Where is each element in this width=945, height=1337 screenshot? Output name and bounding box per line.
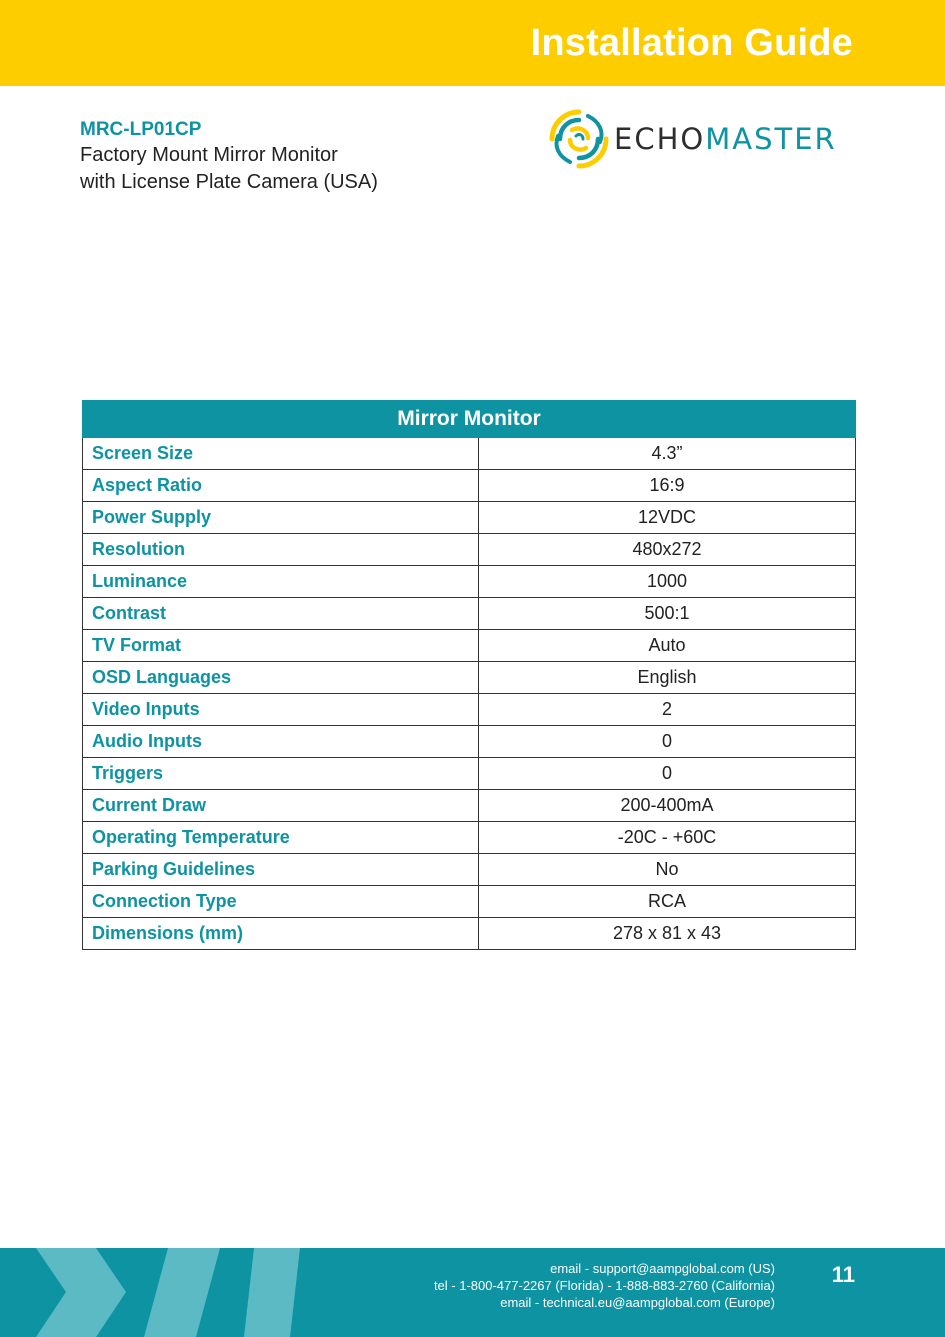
contact-telephone: tel - 1-800-477-2267 (Florida) - 1-888-883-2760 (California) [433,1278,775,1293]
spec-label: Current Draw [83,790,479,822]
spec-value: 200-400mA [479,790,856,822]
table-row [83,854,856,886]
table-row [83,694,856,726]
spec-label: OSD Languages [83,662,479,694]
spec-value: Auto [479,630,856,662]
product-description-line2: with License Plate Camera (USA) [80,171,378,193]
table-row [83,758,856,790]
table-row [83,886,856,918]
page-number: 11 [831,1262,855,1287]
spec-label: Aspect Ratio [83,470,479,502]
spec-label: Power Supply [83,502,479,534]
spec-value: 16:9 [479,470,856,502]
contact-email-us: email - support@aampglobal.com (US) [550,1261,775,1276]
footer-stripes-decoration [0,1248,340,1337]
echomaster-logo [548,108,858,172]
table-title: Mirror Monitor [83,401,856,438]
spec-value: 12VDC [479,502,856,534]
page-title: Installation Guide [530,22,853,64]
spec-label: Luminance [83,566,479,598]
spec-label: Screen Size [83,438,479,470]
table-row [83,502,856,534]
product-info [80,118,378,196]
spec-value: 1000 [479,566,856,598]
spec-label: Operating Temperature [83,822,479,854]
logo-text-echo: ECHO [614,122,706,156]
contact-email-europe: email - technical.eu@aampglobal.com (Europe) [500,1295,775,1310]
spec-label: Parking Guidelines [83,854,479,886]
table-row [83,470,856,502]
table-row [83,598,856,630]
spec-value: 0 [479,758,856,790]
spec-label: TV Format [83,630,479,662]
product-description-line1: Factory Mount Mirror Monitor [80,144,338,166]
spec-value: RCA [479,886,856,918]
spec-value: 480x272 [479,534,856,566]
product-model: MRC-LP01CP [80,119,202,140]
contact-info [434,1260,775,1311]
spec-value: No [479,854,856,886]
spec-label: Triggers [83,758,479,790]
spec-label: Connection Type [83,886,479,918]
spec-label: Resolution [83,534,479,566]
table-row [83,822,856,854]
spec-label: Video Inputs [83,694,479,726]
spec-value: English [479,662,856,694]
spec-value: 500:1 [479,598,856,630]
table-row [83,918,856,950]
table-row [83,438,856,470]
echomaster-logo-mark-icon [548,108,610,170]
spec-label: Audio Inputs [83,726,479,758]
table-row [83,726,856,758]
footer-band [0,1248,945,1337]
table-row [83,630,856,662]
spec-value: 0 [479,726,856,758]
table-row [83,566,856,598]
table-row [83,662,856,694]
table-row [83,790,856,822]
spec-table [82,400,856,950]
spec-value: 2 [479,694,856,726]
table-header-row [83,401,856,438]
spec-label: Contrast [83,598,479,630]
spec-value: 4.3” [479,438,856,470]
table-row [83,534,856,566]
spec-value: -20C - +60C [479,822,856,854]
spec-value: 278 x 81 x 43 [479,918,856,950]
logo-wordmark [614,122,837,156]
logo-text-master: MASTER [705,122,837,156]
spec-label: Dimensions (mm) [83,918,479,950]
header-band [0,0,945,86]
